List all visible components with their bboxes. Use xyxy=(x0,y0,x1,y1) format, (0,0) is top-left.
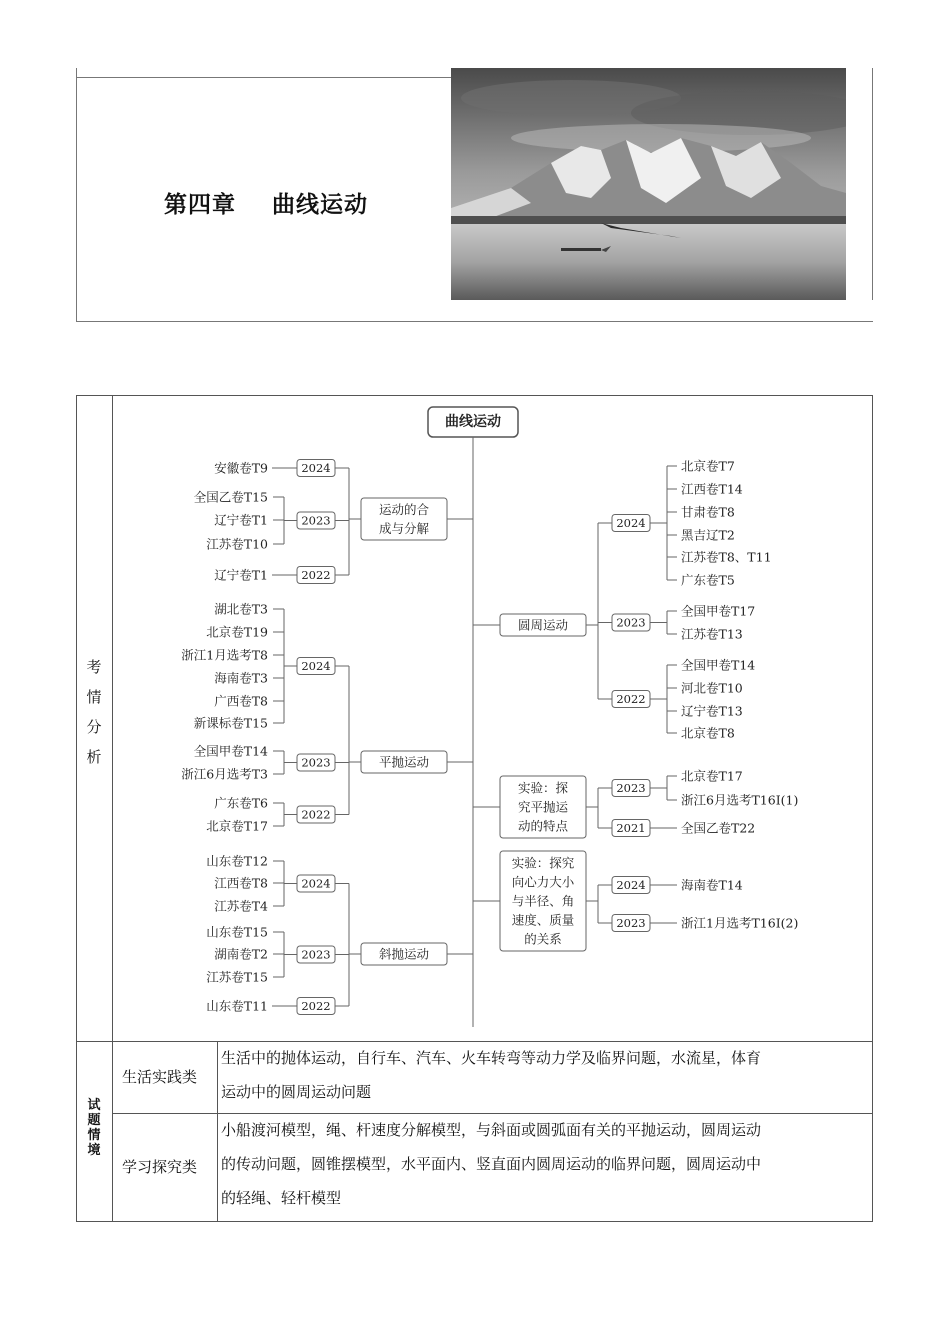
situation-category-study: 学习探究类 xyxy=(122,1158,198,1176)
exam-item-label: 全国甲卷T17 xyxy=(681,603,756,619)
desc-line: 的轻绳、轻杆模型 xyxy=(221,1189,342,1207)
exam-item-label: 广东卷T5 xyxy=(681,572,735,588)
exam-item-label: 湖南卷T2 xyxy=(214,946,268,962)
year-label: 2024 xyxy=(301,461,331,475)
exam-item-label: 江苏卷T15 xyxy=(206,969,268,985)
exam-item-label: 浙江6月选考T16Ⅰ(1) xyxy=(681,792,799,808)
desc-line: 小船渡河模型，绳、杆速度分解模型，与斜面或圆弧面有关的平抛运动，圆周运动 xyxy=(221,1121,762,1139)
situation-char: 情 xyxy=(87,1128,101,1143)
topic-label: 运动的合 xyxy=(378,502,430,517)
exam-item-label: 山东卷T15 xyxy=(206,924,268,940)
topic-label: 圆周运动 xyxy=(517,617,569,633)
analysis-char: 分 xyxy=(86,718,102,736)
topic-label: 与半径、角 xyxy=(511,893,575,909)
year-label: 2021 xyxy=(616,821,646,835)
mindmap-root-label: 曲线运动 xyxy=(445,414,501,430)
year-label: 2022 xyxy=(301,999,331,1013)
exam-item-label: 江西卷T14 xyxy=(681,481,743,497)
chapter-name: 曲线运动 xyxy=(272,192,369,218)
exam-item-label: 浙江6月选考T3 xyxy=(181,766,268,782)
situation-char: 试 xyxy=(87,1098,101,1113)
exam-item-label: 北京卷T7 xyxy=(681,458,735,474)
exam-item-label: 江苏卷T10 xyxy=(206,536,268,552)
table-category-divider xyxy=(217,1041,218,1221)
exam-item-label: 全国乙卷T22 xyxy=(681,820,756,836)
exam-item-label: 安徽卷T9 xyxy=(214,460,268,476)
exam-item-label: 北京卷T17 xyxy=(206,818,268,834)
year-label: 2023 xyxy=(616,916,646,930)
exam-item-label: 全国甲卷T14 xyxy=(193,743,268,759)
exam-item-label: 山东卷T12 xyxy=(206,853,268,869)
year-label: 2023 xyxy=(301,947,331,962)
curve-motion-mindmap xyxy=(112,396,872,1041)
year-label: 2024 xyxy=(301,659,331,673)
exam-item-label: 北京卷T19 xyxy=(206,624,268,640)
desc-line: 生活中的抛体运动，自行车、汽车、火车转弯等动力学及临界问题，水流星，体育 xyxy=(221,1049,762,1067)
snowy-mountain-lake-photo xyxy=(451,68,846,300)
situation-char: 境 xyxy=(87,1143,101,1158)
exam-item-label: 全国甲卷T14 xyxy=(681,657,756,673)
desc-line: 的传动问题，圆锥摆模型，水平面内、竖直面内圆周运动的临界问题，圆周运动中 xyxy=(221,1155,762,1173)
exam-item-label: 海南卷T14 xyxy=(681,877,743,893)
year-label: 2022 xyxy=(301,807,331,822)
exam-item-label: 山东卷T11 xyxy=(206,998,268,1014)
year-label: 2024 xyxy=(301,876,331,891)
topic-label: 成与分解 xyxy=(378,521,430,536)
topic-label: 向心力大小 xyxy=(511,874,575,890)
desc-line: 运动中的圆周运动问题 xyxy=(221,1083,372,1101)
exam-item-label: 北京卷T8 xyxy=(681,725,735,741)
analysis-char: 情 xyxy=(86,688,102,706)
topic-label: 的关系 xyxy=(524,931,562,947)
exam-item-label: 河北卷T10 xyxy=(681,680,743,696)
topic-label: 平抛运动 xyxy=(378,754,430,770)
analysis-char: 析 xyxy=(86,748,102,766)
situation-label xyxy=(78,1098,110,1158)
situation-char: 题 xyxy=(87,1113,101,1128)
year-label: 2024 xyxy=(616,878,646,892)
chapter-title xyxy=(164,186,368,219)
topic-label: 究平抛运 xyxy=(517,799,569,815)
year-label: 2023 xyxy=(301,755,331,770)
chapter-number: 第四章 xyxy=(164,192,236,218)
exam-item-label: 辽宁卷T1 xyxy=(214,512,268,528)
year-label: 2024 xyxy=(616,516,646,530)
topic-label: 实验：探究 xyxy=(511,855,575,871)
exam-item-label: 广东卷T6 xyxy=(214,795,268,811)
exam-item-label: 湖北卷T3 xyxy=(214,601,268,617)
exam-item-label: 江苏卷T4 xyxy=(214,898,268,914)
exam-item-label: 江苏卷T13 xyxy=(681,626,743,642)
exam-item-label: 江苏卷T8、T11 xyxy=(681,549,772,565)
situation-category-life: 生活实践类 xyxy=(122,1068,198,1086)
header-top-rule xyxy=(76,77,451,78)
year-label: 2022 xyxy=(301,568,331,582)
analysis-label xyxy=(78,652,110,772)
header-right-rule xyxy=(872,68,873,300)
exam-item-label: 全国乙卷T15 xyxy=(193,489,268,505)
year-label: 2023 xyxy=(301,513,331,528)
year-label: 2023 xyxy=(616,781,646,795)
topic-label: 实验：探 xyxy=(517,780,569,796)
year-label: 2022 xyxy=(616,692,646,706)
exam-item-label: 广西卷T8 xyxy=(214,693,268,709)
topic-label: 动的特点 xyxy=(517,818,569,834)
exam-item-label: 新课标卷T15 xyxy=(193,715,268,731)
exam-item-label: 海南卷T3 xyxy=(214,670,268,686)
exam-item-label: 浙江1月选考T8 xyxy=(181,647,268,663)
topic-label: 速度、质量 xyxy=(511,912,575,928)
exam-item-label: 浙江1月选考T16Ⅰ(2) xyxy=(681,915,799,931)
situation-desc-study xyxy=(221,1113,867,1215)
exam-item-label: 辽宁卷T13 xyxy=(681,703,743,719)
exam-item-label: 北京卷T17 xyxy=(681,768,743,784)
topic-label: 斜抛运动 xyxy=(378,946,430,962)
situation-desc-life xyxy=(221,1041,867,1109)
year-label: 2023 xyxy=(616,615,646,630)
exam-item-label: 黑吉辽T2 xyxy=(681,527,735,543)
exam-item-label: 辽宁卷T1 xyxy=(214,567,268,583)
analysis-char: 考 xyxy=(86,658,102,676)
exam-item-label: 江西卷T8 xyxy=(214,875,268,891)
exam-item-label: 甘肃卷T8 xyxy=(681,504,735,520)
